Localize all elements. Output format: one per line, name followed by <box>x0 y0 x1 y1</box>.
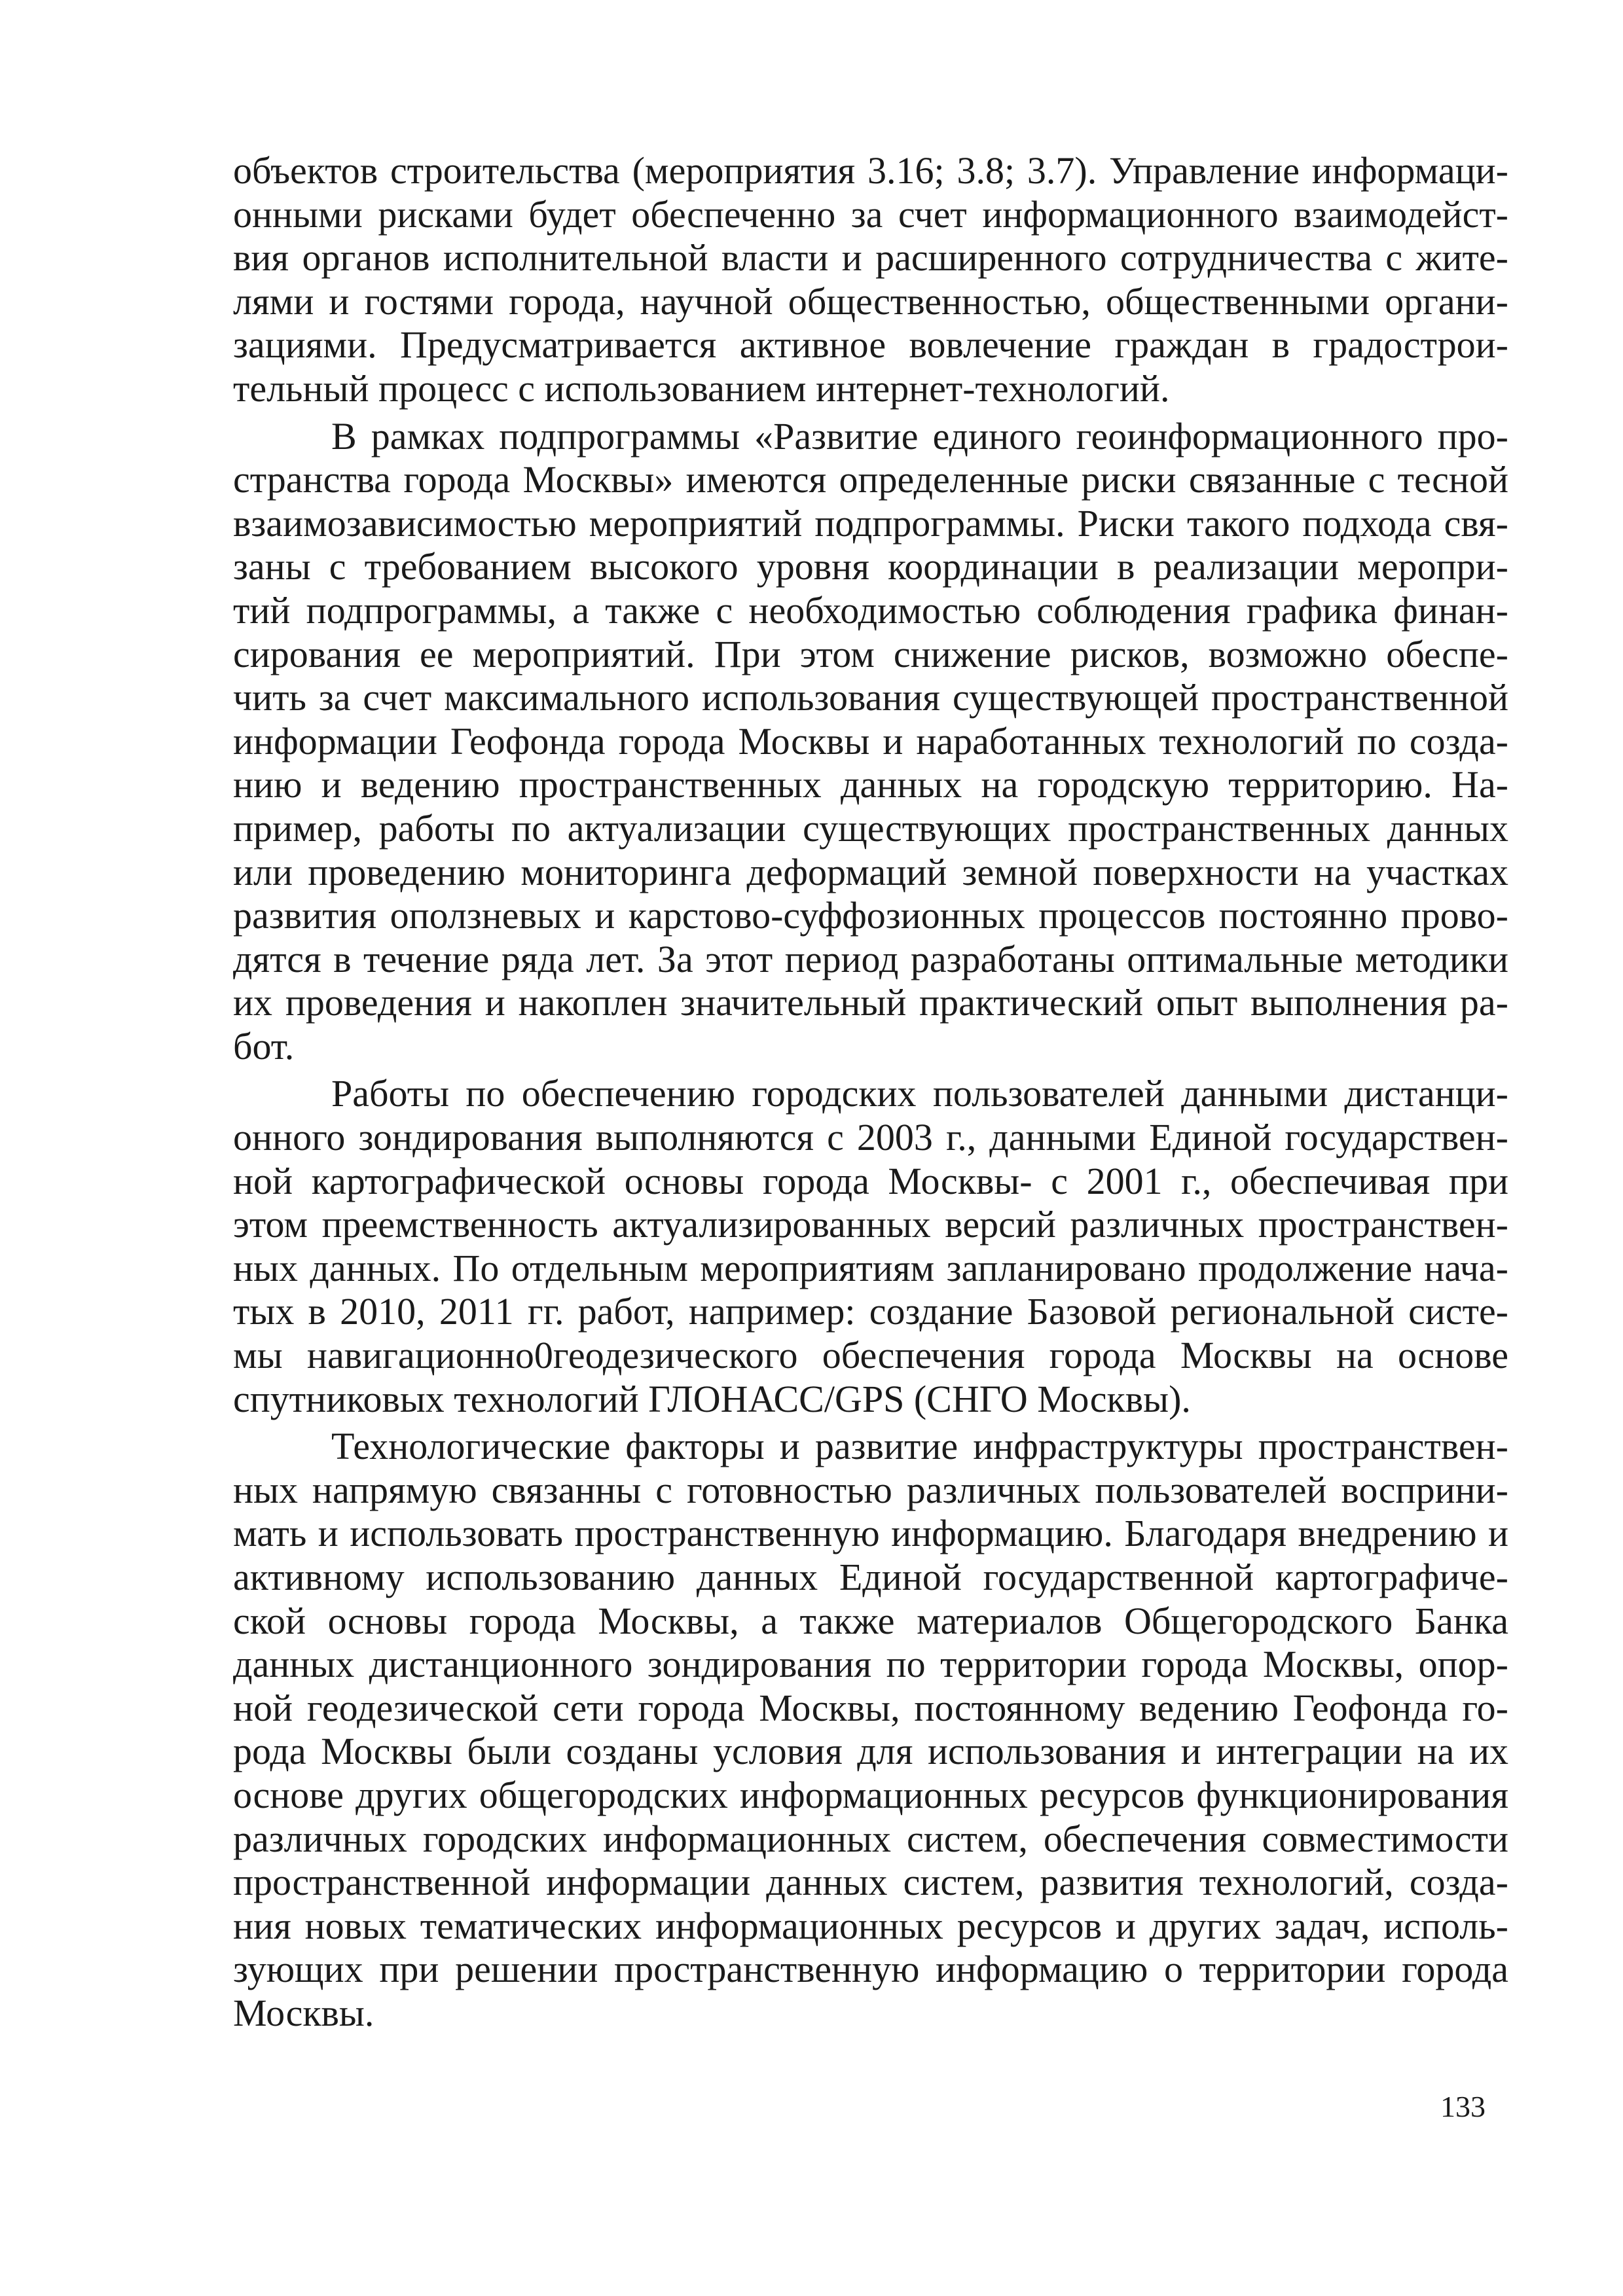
text-line: ных данных. По отдельным мероприятиям запланировано продолжение нача- <box>233 1246 1508 1289</box>
page-number: 133 <box>1440 2090 1486 2123</box>
text-line: ной картографической основы города Москвы- с 2001 г., обеспечивая при <box>233 1159 1508 1202</box>
text-line: этом преемственность актуализированных версий различных пространствен- <box>233 1203 1508 1246</box>
text-line: В рамках подпрограммы «Развитие единого геоинформационного про- <box>331 414 1508 457</box>
text-line: странства города Москвы» имеются определенные риски связанные с тесной <box>233 458 1508 501</box>
text-line: информации Геофонда города Москвы и наработанных технологий по созда- <box>233 719 1508 762</box>
text-line: пространственной информации данных систем, развития технологий, созда- <box>233 1861 1508 1904</box>
text-line: онного зондирования выполняются с 2003 г., данными Единой государствен- <box>233 1116 1508 1159</box>
text-line: нию и ведению пространственных данных на городскую территорию. На- <box>233 763 1508 806</box>
text-line: данных дистанционного зондирования по территории города Москвы, опор- <box>233 1643 1508 1686</box>
text-line: пример, работы по актуализации существующих пространственных данных <box>233 806 1508 850</box>
text-line: тий подпрограммы, а также с необходимостью соблюдения графика финан- <box>233 588 1508 632</box>
text-line: сирования ее мероприятий. При этом снижение рисков, возможно обеспе- <box>233 632 1508 675</box>
text-line: вия органов исполнительной власти и расширенного сотрудничества с жите- <box>233 236 1508 279</box>
paragraph-2 <box>233 415 1508 1069</box>
paragraph-4 <box>233 1425 1508 2035</box>
text-line: чить за счет максимального использования существующей пространственной <box>233 676 1508 719</box>
text-line: ных напрямую связанны с готовностью различных пользователей восприни- <box>233 1468 1508 1511</box>
text-line: мать и использовать пространственную информацию. Благодаря внедрению и <box>233 1512 1508 1555</box>
text-line: их проведения и накоплен значительный практический опыт выполнения ра- <box>233 981 1508 1024</box>
text-line: тельный процесс с использованием интернет-технологий. <box>233 367 1170 410</box>
text-line: заны с требованием высокого уровня координации в реализации меропри- <box>233 545 1508 588</box>
text-line: онными рисками будет обеспеченно за счет информационного взаимодейст- <box>233 192 1508 236</box>
text-line: различных городских информационных систем, обеспечения совместимости <box>233 1817 1508 1860</box>
text-line: активному использованию данных Единой государственной картографиче- <box>233 1556 1508 1598</box>
text-line: основе других общегородских информационных ресурсов функционирования <box>233 1773 1508 1816</box>
text-line: спутниковых технологий ГЛОНАСС/GPS (СНГО Москвы). <box>233 1377 1191 1420</box>
text-line: лями и гостями города, научной общественностью, общественными органи- <box>233 279 1508 323</box>
text-line: ской основы города Москвы, а также материалов Общегородского Банка <box>233 1599 1508 1642</box>
text-line: бот. <box>233 1024 295 1067</box>
text-line: тых в 2010, 2011 гг. работ, например: создание Базовой региональной систе- <box>233 1290 1508 1333</box>
text-line: или проведению мониторинга деформаций земной поверхности на участках <box>233 850 1508 893</box>
paragraph-1 <box>233 149 1508 411</box>
text-line: зациями. Предусматривается активное вовлечение граждан в градострои- <box>233 323 1508 367</box>
text-line: ной геодезической сети города Москвы, постоянному ведению Геофонда го- <box>233 1686 1508 1729</box>
text-line: ния новых тематических информационных ресурсов и других задач, исполь- <box>233 1904 1508 1947</box>
text-line: развития оползневых и карстово-суффозионных процессов постоянно прово- <box>233 894 1508 937</box>
text-line: Технологические факторы и развитие инфраструктуры пространствен- <box>331 1425 1508 1468</box>
text-line: дятся в течение ряда лет. За этот период разработаны оптимальные методики <box>233 937 1508 980</box>
text-line: Работы по обеспечению городских пользователей данными дистанци- <box>331 1072 1508 1115</box>
paragraph-3 <box>233 1072 1508 1421</box>
text-line: мы навигационно0геодезического обеспечения города Москвы на основе <box>233 1334 1508 1377</box>
text-line: объектов строительства (мероприятия 3.16; 3.8; 3.7). Управление информаци- <box>233 149 1508 192</box>
text-line: Москвы. <box>233 1991 374 2034</box>
text-line: зующих при решении пространственную информацию о территории города <box>233 1948 1508 1991</box>
text-line: рода Москвы были созданы условия для использования и интеграции на их <box>233 1730 1508 1773</box>
text-line: взаимозависимостью мероприятий подпрограммы. Риски такого подхода свя- <box>233 501 1508 545</box>
body-text <box>233 149 1508 2039</box>
